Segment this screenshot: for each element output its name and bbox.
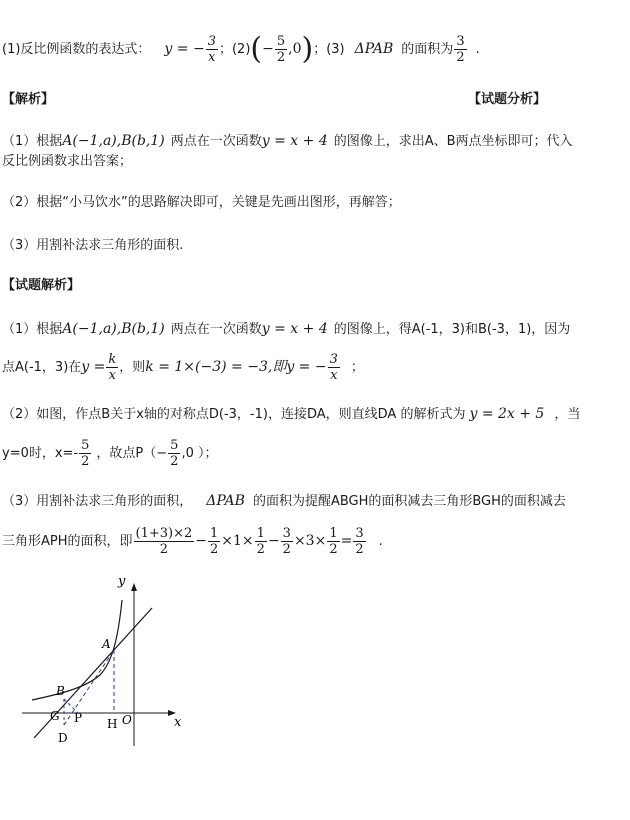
analysis-step1-line1: （1）根据A(−1,a),B(b,1) 两点在一次函数y = x + 4 的图像上，求出A、B两点坐标即可；代入: [2, 133, 573, 149]
label-x-axis: x: [174, 715, 182, 730]
label-O: O: [122, 713, 132, 727]
answer-part3-triangle: ΔPAB: [354, 41, 394, 57]
label-G: G: [50, 709, 60, 723]
analysis-step3: （3）用割补法求三角形的面积.: [2, 238, 184, 253]
solution-step3-line1: （3）用割补法求三角形的面积， ΔPAB 的面积为提醒ABGH的面积减去三角形BGH的面积减去: [2, 493, 566, 509]
area-fraction-3: $\frac{1}{2}$: [256, 526, 265, 557]
label-D: D: [58, 731, 68, 745]
answer-part2-label: ；(2): [218, 42, 251, 57]
label-y-axis: y: [118, 574, 126, 589]
answer-part1-label: (1)反比例函数的表达式：: [2, 42, 151, 57]
answer-part2-fraction: $\frac{5}{2}$: [276, 34, 286, 65]
solution-step2-line1: （2）如图，作点B关于x轴的对称点D(-3，-1)，连接DA，则直线DA 的解析式为 y = 2x + 5 ，当: [2, 406, 581, 422]
area-fraction-2: $\frac{1}{2}$: [210, 526, 219, 557]
area-fraction-1: $\frac{(1+3)\times 2}{2}$: [135, 526, 193, 557]
solution-step1-line1: （1）根据A(−1,a),B(b,1) 两点在一次函数y = x + 4 的图像上，得A(-1，3)和B(-3，1)，因为: [2, 321, 571, 337]
p-x-fraction: $\frac{5}{2}$: [170, 438, 179, 469]
answer-part1-fraction: $\frac{3}{x}$: [207, 34, 216, 65]
solution-heading: 【试题解析】: [2, 278, 81, 293]
analysis-step2: （2）根据“小马饮水”的思路解决即可，关键是先画出图形，再解答；: [2, 195, 401, 210]
result-fraction: $\frac{3}{x}$: [329, 352, 338, 383]
segment-DA: [64, 650, 114, 725]
area-fraction-4: $\frac{3}{2}$: [282, 526, 291, 557]
solution-step1-line2: 点A(-1，3)在y = $\frac{k}{x}$ ，则k = 1×(−3) = −3,即y = − $\frac{3}{x}$ ；: [2, 352, 364, 383]
area-fraction-6: $\frac{3}{2}$: [355, 526, 364, 557]
analysis-heading-right: 【试题分析】: [468, 92, 547, 107]
coordinate-figure: [0, 570, 200, 750]
y-axis-arrow: [131, 583, 137, 591]
label-A: A: [102, 637, 111, 651]
area-fraction-5: $\frac{1}{2}$: [329, 526, 338, 557]
answer-part3-fraction: $\frac{3}{2}$: [456, 34, 465, 65]
answer-line: (1)反比例函数的表达式： y = − $\frac{3}{x}$ ；(2)(− $\frac{5}{2}$ ,0)；(3) ΔPAB 的面积为 $\frac{3}{2}$ .: [2, 31, 480, 67]
k-over-x-fraction: $\frac{k}{x}$: [108, 352, 117, 383]
label-B: B: [56, 684, 65, 698]
answer-part1-expr: y = −: [164, 41, 205, 57]
solution-step2-line2: y=0时，x=- $\frac{5}{2}$ ，故点P（− $\frac{5}{2}$ ,0 ）；: [2, 438, 218, 469]
solution-step3-line2: 三角形APH的面积，即 $\frac{(1+3)\times 2}{2}$ − $\frac{1}{2}$ ×1× $\frac{1}{2}$ − $\frac{3}{2}$ ×3× $\frac{1}{2}$ = $\frac{3}{2}$ .: [2, 526, 383, 557]
analysis-step1-line2: 反比例函数求出答案；: [2, 154, 133, 169]
label-P: P: [74, 711, 83, 725]
label-H: H: [107, 717, 118, 731]
answer-part3-label: ；(3): [313, 42, 345, 57]
x-value-fraction: $\frac{5}{2}$: [81, 438, 90, 469]
analysis-heading: 【解析】: [2, 92, 55, 107]
